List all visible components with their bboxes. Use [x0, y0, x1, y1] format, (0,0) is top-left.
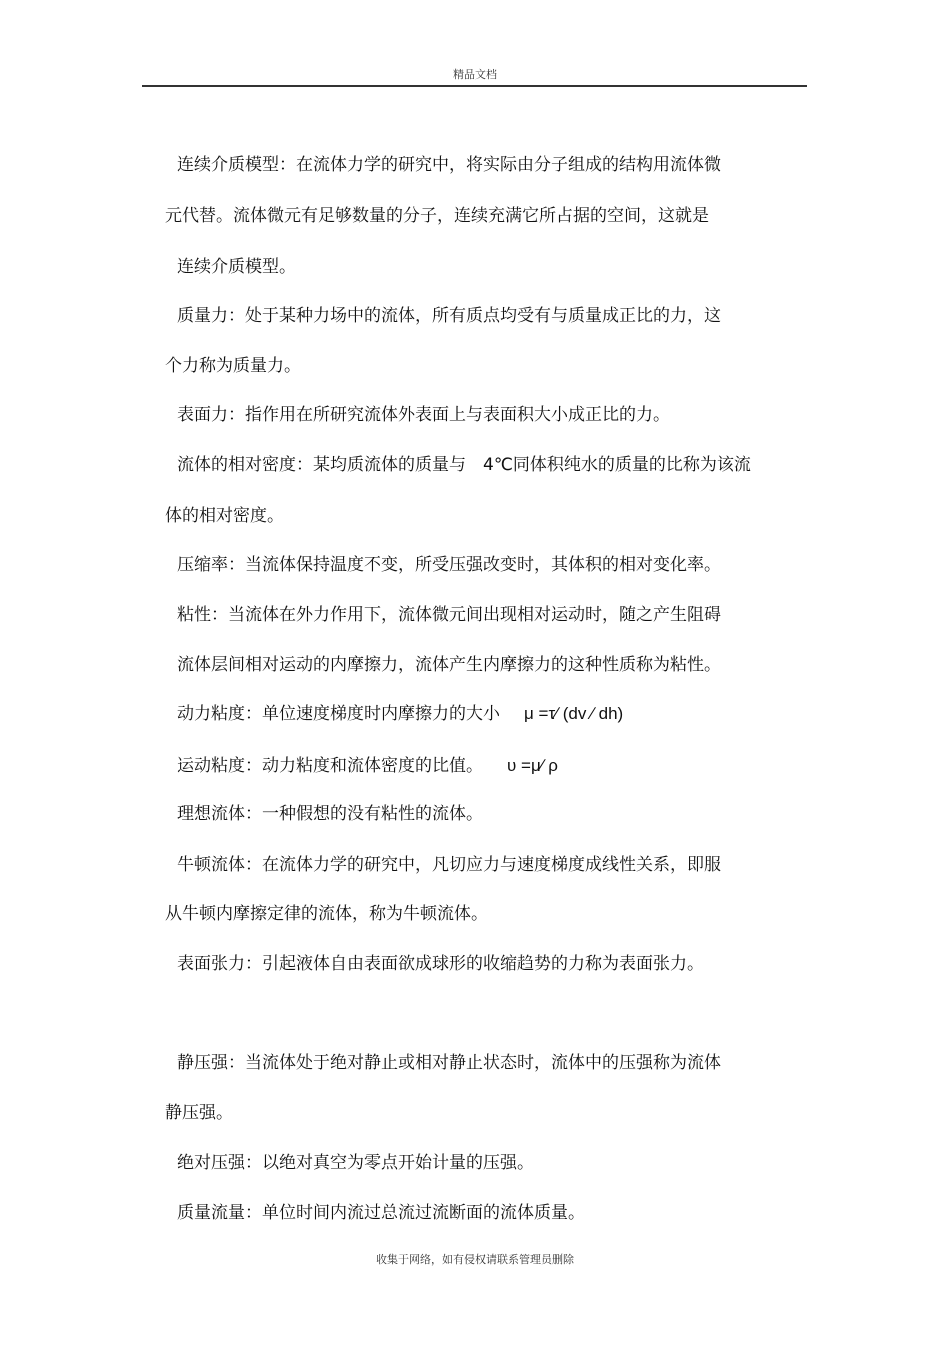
text-line: 流体的相对密度：某均质流体的质量与 4℃同体积纯水的质量的比称为该流 — [177, 455, 751, 475]
page-footer: 收集于网络，如有侵权请联系管理员删除 — [376, 1253, 574, 1266]
text-line: 表面张力：引起液体自由表面欲成球形的收缩趋势的力称为表面张力。 — [177, 954, 704, 974]
line-text: 动力粘度：单位速度梯度时内摩擦力的大小 — [177, 704, 500, 724]
line-text: 运动粘度：动力粘度和流体密度的比值。 — [177, 756, 483, 776]
text-line: 个力称为质量力。 — [165, 356, 301, 376]
text-line — [177, 756, 558, 776]
header-rule — [142, 85, 807, 87]
text-line: 牛顿流体：在流体力学的研究中，凡切应力与速度梯度成线性关系，即服 — [177, 855, 721, 875]
text-line: 粘性：当流体在外力作用下，流体微元间出现相对运动时，随之产生阻碍 — [177, 605, 721, 625]
text-line — [177, 704, 623, 724]
text-line: 表面力：指作用在所研究流体外表面上与表面积大小成正比的力。 — [177, 405, 670, 425]
formula: μ =τ∕ (dv ∕ dh) — [524, 704, 624, 723]
text-line: 压缩率：当流体保持温度不变，所受压强改变时，其体积的相对变化率。 — [177, 555, 721, 575]
text-line: 质量流量：单位时间内流过总流过流断面的流体质量。 — [177, 1203, 585, 1223]
text-line: 质量力：处于某种力场中的流体，所有质点均受有与质量成正比的力，这 — [177, 306, 721, 326]
text-line: 连续介质模型。 — [177, 257, 296, 277]
text-line: 元代替。流体微元有足够数量的分子，连续充满它所占据的空间，这就是 — [165, 206, 709, 226]
text-line: 静压强：当流体处于绝对静止或相对静止状态时，流体中的压强称为流体 — [177, 1053, 721, 1073]
text-line: 静压强。 — [165, 1103, 233, 1123]
text-line: 流体层间相对运动的内摩擦力，流体产生内摩擦力的这种性质称为粘性。 — [177, 655, 721, 675]
text-line: 理想流体：一种假想的没有粘性的流体。 — [177, 804, 483, 824]
text-line: 从牛顿内摩擦定律的流体，称为牛顿流体。 — [165, 904, 488, 924]
text-line: 体的相对密度。 — [165, 506, 284, 526]
text-line: 连续介质模型：在流体力学的研究中，将实际由分子组成的结构用流体微 — [177, 155, 721, 175]
text-line: 绝对压强：以绝对真空为零点开始计量的压强。 — [177, 1153, 534, 1173]
page-header: 精品文档 — [453, 68, 497, 81]
formula: υ =μ∕ ρ — [507, 756, 558, 775]
